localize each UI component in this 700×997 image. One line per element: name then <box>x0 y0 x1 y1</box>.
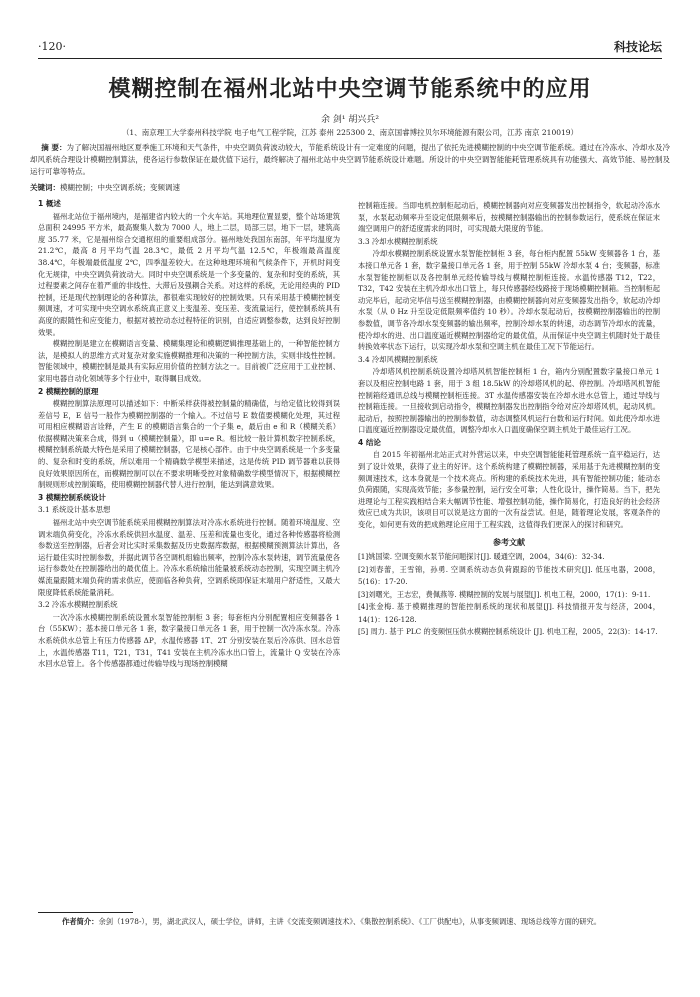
right-column <box>358 200 660 639</box>
section-heading: 4 结论 <box>358 437 381 447</box>
keywords-text: 模糊控制；中央空调系统；变频调速 <box>60 183 180 192</box>
footnote-divider <box>38 912 133 913</box>
keywords-label: 关键词： <box>30 183 60 192</box>
footnote-text: 余剑（1978-），男，湖北武汉人，硕士学位，讲师，主讲《交流变频调速技术》、《集散控制系统》、《工厂供配电》，从事变频调速、现场总线等方面的研究。 <box>98 917 602 926</box>
section-heading: 2 模糊控制的原理 <box>38 386 99 396</box>
reference-item: [3]刘曙光，王志宏，费佩燕等. 模糊控制的发展与展望[J]. 机电工程，2000，17(1)：9-11. <box>358 589 651 599</box>
subsection-heading: 3.1 系统设计基本思想 <box>38 505 111 515</box>
paragraph: 一次冷冻水模糊控制系统设置水泵智能控制柜 3 套；每套柜内分别配置相应变频器各 1 台（55KW）；基本接口单元各 1 套，数字量接口单元各 1 套，用于控制一次冷冻水泵。冷冻水系统供水总管上有压力传感器 ΔP，水温传感器 1T、2T 分别安装在泵后冷冻供、回水总管上，水温传感器 T11，T21，T31，T41 安装在主机冷冻水出口管上，流量计 Q 安装在冷冻水回水总管上。各个传感器都通过传输导线与现场控制模糊 <box>38 612 340 669</box>
subsection-heading: 3.3 冷却水模糊控制系统 <box>358 236 438 246</box>
footnote-label: 作者简介： <box>62 917 99 926</box>
reference-item: [4]张金梅. 基于模糊推理的智能控制系统的现状和展望[J]. 科技情报开发与经济，2004，14(1)：126-128. <box>358 602 660 624</box>
paragraph: 模糊控制是建立在模糊语言变量、模糊集理论和模糊逻辑推理基础上的，一种智能控制方法，是模拟人的思维方式对复杂对象实施模糊推理和决策的一种控制方法，实则非线性控制。智能领域中，模糊控制是最具有实际应用价值的控制方法之一。目前被广泛应用于工业控制、家用电器自动化领域等多个行业中，取得瞩目成效。 <box>38 339 340 383</box>
paragraph: 福州北站位于福州境内，是福建省内较大的一个火车站。其地理位置显要，整个站场建筑总面积 24995 平方米，最高聚集人数为 7000 人，地上二层，局部三层，地下一层，建筑高度 35.77 米，它是福州综合交通枢纽的重要组成部分。福州地处我国东南部，年平均温度为 21.2℃，最高 8 月平均气温 28.3℃，最低 2 月平均气温 12.5℃，年极端最高温度 38.4℃，年极端最低温度 2℃，四季温差较大。在这种地理环境和气候条件下，开机时间变化无规律，中央空调负荷波动大。同时中央空调系统是一个多变量的、复杂和时变的系统，其过程要素之间存在着严重的非线性、大滞后及强耦合关系。对这样的系统，无论用经典的 PID 控制，还是现代控制理论的各种算法，都很难实现较好的控制效果。只有采用基于模糊控制变频调速，才可实现中央空调水系统真正意义上变温差、变压差、变流量运行，使控制系统具有高度的跟随性和应变能力，根据对被控动态过程特征的识别，自适应调整参数，达到良好控制效果。 <box>38 211 340 337</box>
paragraph: 控制箱连接。当即电机控制柜起动后，模糊控制器向对应变频器发出控制指令，软起动冷冻水泵，水泵起动频率升至设定低限频率后，按模糊控制器输出的控制参数运行，使系统在保证末端空调用户的舒适度需求的同时，可实现最大限度的节能。 <box>358 201 660 234</box>
references-heading: 参考文献 <box>493 537 525 547</box>
author-bio-footnote <box>62 916 662 928</box>
paper-title: 模糊控制在福州北站中央空调节能系统中的应用 <box>108 77 592 102</box>
paragraph: 冷却水模糊控制系统设置水泵智能控制柜 3 套，每台柜内配置 55kW 变频器各 1 台，基本接口单元各 1 套，数字量接口单元各 1 套，用于控制 55kW 冷却水泵 4 台；变频器，标准水泵智能控制柜以及各控制单元经传输导线与模糊控制柜连接。水温传感器 T12，T22，T32，T42 安装在主机冷却水出口管上，每只传感器经线路接于现场模糊控制箱。当控制柜起动完毕后，起动完毕信号送至模糊控制器，由模糊控制器向对应变频器发出指令，软起动冷却水泵（从 0 Hz 升至设定低限频率值约 10 秒）。冷却水泵起动后，按模糊控制器输出的控制参数值，调节各冷却水泵变频器的输出频率，控制冷却水泵的转速，动态调节冷却水的流量，使冷却水的进、出口温度逼近模糊控制器给定的最优值，从而保证中央空调主机随时处于最佳转换效率状态下运行，以实现冷却水泵和空调主机在最佳工况下节能运行。 <box>358 249 660 352</box>
left-column <box>38 197 340 997</box>
paragraph: 福州北站中央空调节能系统采用模糊控制算法对冷冻水系统进行控制。随着环境温度、空调末端负荷变化，冷冻水系统供回水温度、温差、压差和流量也变化，通过各种传感器将检测参数送至控制器，后者会对比实时采集数据及历史数据库数据，根据模糊预测算法计算出，各运行最佳实时控制参数，并据此调节各空调机组输出频率，控制冷冻水泵转速，调节流量使各运行参数处在控制器给出的最优值上。冷冻水系统输出能量被系统动态控制，实现空调主机冷媒流量跟随末端负荷的需求供应，使面临各种负荷，空调系统即保证末端用户舒适性，又最大限度降低系统能量消耗。 <box>38 518 340 597</box>
paragraph: 冷却塔风机控制系统设置冷却塔风机智能控制柜 1 台，箱内分别配置数字量接口单元 1 套以及相应控制电路 1 套，用于 3 组 18.5kW 的冷却塔风机的起、停控制。冷却塔风机智能控制箱经通讯总线与模糊控制柜连接。3T 水温传感器安装在冷却水进水总管上，通过导线与控制箱连接。一旦接收到启动指令，模糊控制器发出控制指令给对应冷却塔风机，起动风机。起动后，按照控制器输出的控制参数值，动态调整风机运行台数和运行时间。如此使冷却水进口温度逼近控制器设定最优值，调整冷却水入口温度确保空调主机处于最佳运行工况。 <box>358 367 660 435</box>
reference-item: [2]刘春蕾，王雪锦，孙勇. 空调系统动态负荷跟踪的节能技术研究[J]. 低压电器，2008，5(16)：17-20. <box>358 564 660 587</box>
affiliation: （1、南京理工大学泰州科技学院 电子电气工程学院，江苏 泰州 225300 2、南京国睿博拉贝尔环境能源有限公司，江苏 南京 210019） <box>121 128 579 137</box>
subsection-heading: 3.2 冷冻水模糊控制系统 <box>38 600 118 610</box>
subsection-heading: 3.4 冷却风模糊控制系统 <box>358 354 438 364</box>
page-number: ·120· <box>38 40 66 53</box>
authors: 余 剑¹ 胡兴兵² <box>321 115 379 125</box>
keywords <box>30 182 670 193</box>
page-header <box>38 36 662 59</box>
section-heading: 3 模糊控制系统设计 <box>38 492 106 502</box>
abstract-label: 摘 要： <box>41 143 67 152</box>
paragraph: 模糊控制算法原理可以描述如下：中断采样获得被控制量的精确值，与给定值比较得到误差信号 E，E 信号一般作为模糊控制器的一个输入。不过信号 E 数值要模糊化处理，其过程可用相应模糊语言诠释，产生 E 的模糊语言集合的一个子集 e，最后由 e 和 R（模糊关系）依据模糊决策来合成，得到 u（模糊控制量），即 u=e R。相比较一般计算机数字控制系统，模糊控制系统最大特色是采用了模糊控制器，它是核心部件。由于中央空调系统是一个多变量的、复杂和时变的系统，所以难用一个精确数学模型来描述，这是传统 PID 调节器难以获得良好效果原因所在，而模糊控制可以在不要求明晰受控对象精确数学模型情况下，根据模糊控制规则形成控制策略，使用模糊控制器代替人进行控制，能达到满意效果。 <box>38 399 340 490</box>
journal-name: 科技论坛 <box>613 40 662 54</box>
abstract <box>30 142 670 178</box>
reference-item: [5] 周力. 基于 PLC 的变频恒压供水模糊控制系统设计 [J]. 机电工程，2005，22(3)：14-17. <box>358 627 658 637</box>
paragraph: 自 2015 年初福州北站正式对外营运以来，中央空调智能能耗管理系统一直平稳运行，达到了设计效果，获得了业主的好评。这个系统构建了模糊控制器，采用基于先进模糊控制的变频调速技术，这本身就是一个技术亮点。所构建的系统技术先进，具有智能控制功能；能动态负荷跟随，实现高效节能；多参量控制，运行安全可靠；人性化设计，操作简易。当下，把先进理论与工程实践相结合来大幅调节性能、增强控制功能，操作简易化，打造良好的社会经济效应已成为共识，该项目可以说是这方面的一次有益尝试。但是，随着理论发展，客观条件的变化，如何更有效的把成熟理论应用于工程实践，这值得我们更深入的探讨和研究。 <box>358 450 660 530</box>
abstract-text: 为了解决国福州地区夏季施工环境和天气条件，中央空调负荷波动较大，节能系统设计有一定难度的问题，提出了依托先进模糊控制的中央空调节能系统。通过在冷冻水、冷却水及冷却风系统合理设计模糊控制算法，使各运行参数保证在最优值下运行，最终解决了福州北站中央空调节能系统设计难题。所设计的中央空调智能能耗管理系统具有功能强大、高效节能、易控制及运行可靠等特点。 <box>30 143 670 176</box>
reference-item: [1]姚国梁. 空调变频水泵节能问题探讨[J]. 暖通空调，2004，34(6)：32-34. <box>358 552 605 562</box>
section-heading: 1 概述 <box>38 199 61 208</box>
